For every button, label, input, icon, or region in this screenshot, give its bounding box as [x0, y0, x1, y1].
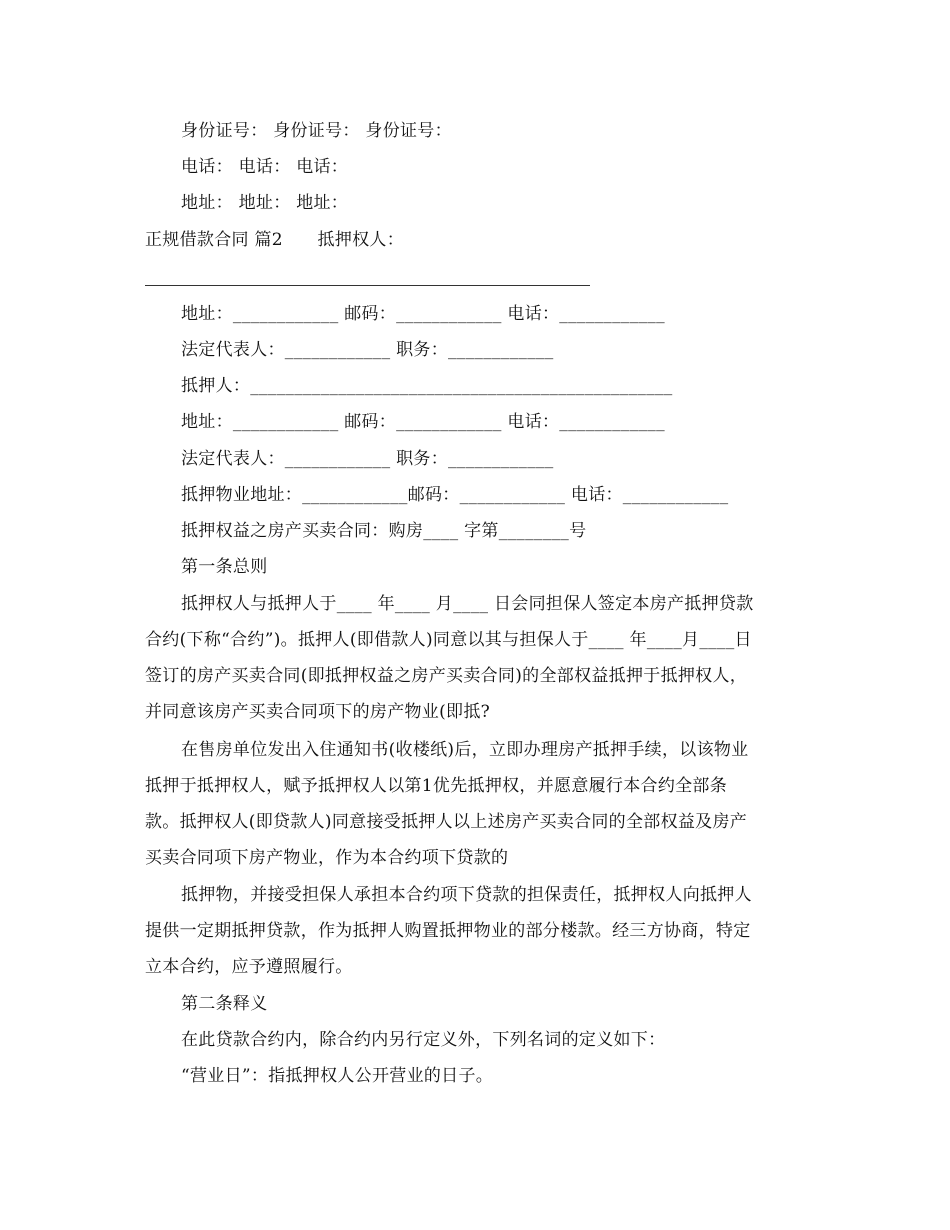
paragraph-line: 买卖合同项下房产物业，作为本合约项下贷款的: [145, 848, 509, 868]
paragraph-line: 在售房单位发出入住通知书(收楼纸)后，立即办理房产抵押手续，以该物业: [181, 740, 749, 760]
mortgagee-address-line: 地址：____________ 邮码：____________ 电话：____________: [181, 304, 665, 324]
paragraph-line: 抵押权人与抵押人于____ 年____ 月____ 日会同担保人签定本房产抵押贷款: [181, 594, 754, 614]
phone-line: 电话： 电话： 电话：: [181, 157, 349, 177]
paragraph-line: 立本合约，应予遵照履行。: [145, 957, 353, 977]
section-heading: 正规借款合同 篇2 抵押权人：: [145, 230, 405, 250]
mortgagor-address-line: 地址：____________ 邮码：____________ 电话：____________: [181, 412, 665, 432]
mortgagor-representative-line: 法定代表人：____________ 职务：____________: [181, 449, 554, 469]
paragraph-line: 合约(下称“合约”)。抵押人(即借款人)同意以其与担保人于____ 年____月____日: [145, 630, 752, 650]
paragraph-line: 并同意该房产买卖合同项下的房产物业(即抵?: [145, 702, 491, 722]
paragraph-line: 提供一定期抵押贷款，作为抵押人购置抵押物业的部分楼款。经三方协商，特定: [145, 921, 751, 941]
purchase-contract-line: 抵押权益之房产买卖合同：购房____ 字第________号: [181, 521, 587, 541]
article-1-heading: 第一条总则: [181, 557, 268, 577]
mortgagor-line: 抵押人：________________________________________________: [181, 376, 673, 396]
paragraph-line: 在此贷款合约内，除合约内另行定义外，下列名词的定义如下：: [181, 1030, 666, 1050]
mortgagee-representative-line: 法定代表人：____________ 职务：____________: [181, 340, 554, 360]
article-2-heading: 第二条释义: [181, 994, 268, 1014]
address-line: 地址： 地址： 地址：: [181, 193, 349, 213]
paragraph-line: 签订的房产买卖合同(即抵押权益之房产买卖合同)的全部权益抵押于抵押权人，: [145, 666, 748, 686]
definition-line: “营业日”：指抵押权人公开营业的日子。: [181, 1066, 494, 1086]
paragraph-line: 抵押物，并接受担保人承担本合约项下贷款的担保责任，抵押权人向抵押人: [181, 885, 752, 905]
id-number-line: 身份证号： 身份证号： 身份证号：: [181, 121, 452, 141]
mortgagee-name-underline: [145, 285, 590, 286]
paragraph-line: 款。抵押权人(即贷款人)同意接受抵押人以上述房产买卖合同的全部权益及房产: [145, 812, 748, 832]
paragraph-line: 抵押于抵押权人，赋予抵押权人以第1优先抵押权，并愿意履行本合约全部条: [145, 776, 728, 796]
property-address-line: 抵押物业地址：____________邮码：____________ 电话：____________: [181, 485, 729, 505]
